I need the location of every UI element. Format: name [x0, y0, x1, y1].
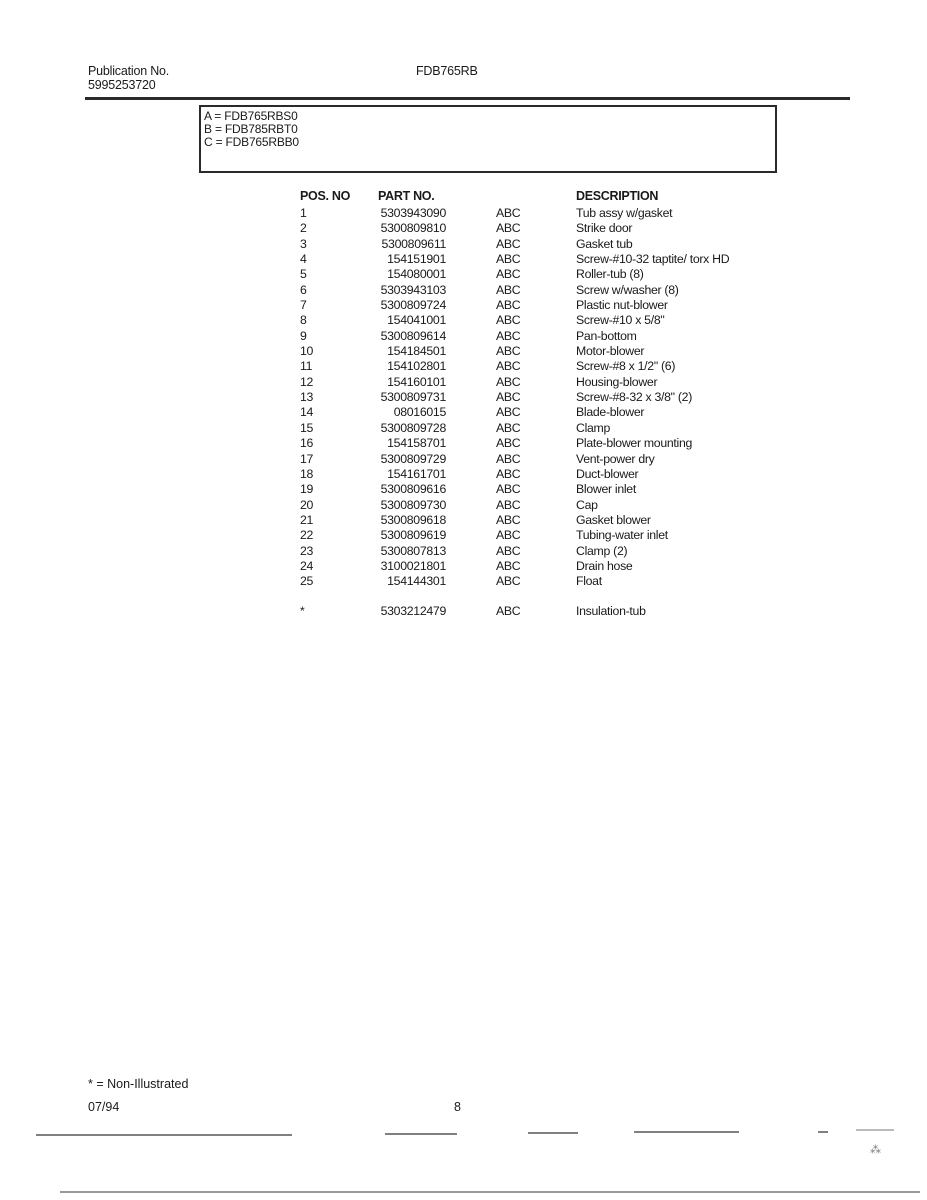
scan-artifact-line	[818, 1131, 828, 1133]
model-codes: ABC	[496, 374, 521, 389]
model-codes: ABC	[496, 236, 521, 251]
model-codes: ABC	[496, 252, 521, 267]
scan-artifact-line	[60, 1191, 920, 1193]
part-no: 5300809810	[380, 221, 446, 236]
part-no: 5303212479	[380, 603, 446, 618]
description: Clamp (2)	[576, 543, 628, 558]
part-no: 154161701	[387, 466, 446, 481]
pos-no: 17	[300, 451, 314, 466]
pos-no: 23	[300, 543, 314, 558]
pos-no: 13	[300, 390, 314, 405]
description: Screw-#8-32 x 3/8" (2)	[576, 390, 692, 405]
variant-b: B = FDB785RBT0	[204, 122, 298, 136]
footnote: * = Non-Illustrated	[88, 1077, 189, 1091]
model-codes: ABC	[496, 512, 521, 527]
description: Gasket tub	[576, 236, 633, 251]
model-codes: ABC	[496, 328, 521, 343]
pos-no: 2	[300, 221, 307, 236]
model-codes: ABC	[496, 497, 521, 512]
scan-artifact-line	[528, 1132, 578, 1134]
model-codes: ABC	[496, 313, 521, 328]
part-no: 154151901	[387, 252, 446, 267]
description: Cap	[576, 497, 598, 512]
page-number: 8	[454, 1100, 461, 1114]
scan-artifact-line	[385, 1133, 457, 1135]
description: Motor-blower	[576, 344, 645, 359]
pos-no: 15	[300, 420, 314, 435]
pos-no: 9	[300, 328, 307, 343]
model-codes: ABC	[496, 528, 521, 543]
variant-a: A = FDB765RBS0	[204, 109, 298, 123]
variant-c: C = FDB765RBB0	[204, 135, 299, 149]
part-no: 5300809731	[380, 390, 446, 405]
pos-no: 12	[300, 374, 314, 389]
part-no: 3100021801	[380, 558, 446, 573]
part-no: 154144301	[387, 574, 446, 589]
description: Pan-bottom	[576, 328, 637, 343]
model-codes: ABC	[496, 206, 521, 220]
pos-no: 19	[300, 482, 314, 497]
pos-no: 21	[300, 512, 314, 527]
description: Vent-power dry	[576, 451, 655, 466]
part-no: 08016015	[393, 405, 446, 420]
pos-no: 22	[300, 528, 314, 543]
pos-no: 18	[300, 466, 314, 481]
publication-number: 5995253720	[88, 78, 156, 92]
description: Float	[576, 574, 602, 589]
header-pos-no: POS. NO	[300, 189, 350, 203]
model-codes: ABC	[496, 221, 521, 236]
part-no: 5303943090	[380, 206, 446, 220]
pos-no: 4	[300, 252, 307, 267]
pos-no: 20	[300, 497, 314, 512]
model-codes: ABC	[496, 451, 521, 466]
model-codes: ABC	[496, 466, 521, 481]
model-codes: ABC	[496, 574, 521, 589]
description: Screw-#8 x 1/2" (6)	[576, 359, 676, 374]
header-part-no: PART NO.	[378, 189, 435, 203]
model-codes: ABC	[496, 359, 521, 374]
part-no: 5300809619	[380, 528, 446, 543]
description: Housing-blower	[576, 374, 658, 389]
model-variant-box	[199, 105, 777, 173]
pos-no: 1	[300, 206, 307, 220]
description: Tubing-water inlet	[576, 528, 668, 543]
pos-no: 10	[300, 344, 314, 359]
description: Screw-#10 x 5/8"	[576, 313, 665, 328]
part-no: 5300809614	[380, 328, 446, 343]
scan-artifact-line	[36, 1134, 292, 1136]
pos-no: *	[300, 603, 305, 618]
model-codes: ABC	[496, 558, 521, 573]
description: Strike door	[576, 221, 633, 236]
part-no: 154041001	[387, 313, 446, 328]
pos-no: 14	[300, 405, 314, 420]
part-no: 5300809611	[381, 236, 446, 251]
model-codes: ABC	[496, 482, 521, 497]
part-no: 5300809616	[380, 482, 446, 497]
part-no: 5303943103	[380, 282, 446, 297]
model-codes: ABC	[496, 603, 521, 618]
model-codes: ABC	[496, 390, 521, 405]
part-no: 5300809729	[380, 451, 446, 466]
description: Roller-tub (8)	[576, 267, 644, 282]
description: Blower inlet	[576, 482, 636, 497]
model-codes: ABC	[496, 420, 521, 435]
variant-list	[201, 107, 775, 149]
pos-no: 16	[300, 436, 314, 451]
description: Blade-blower	[576, 405, 645, 420]
description: Clamp	[576, 420, 611, 435]
pos-no: 8	[300, 313, 307, 328]
description: Screw w/washer (8)	[576, 282, 679, 297]
part-no: 154158701	[387, 436, 446, 451]
model-codes: ABC	[496, 543, 521, 558]
pos-no: 11	[300, 359, 313, 374]
publication-date: 07/94	[88, 1100, 120, 1114]
model-title: FDB765RB	[416, 64, 478, 78]
scan-artifact-line	[634, 1131, 739, 1133]
description: Screw-#10-32 taptite/ torx HD	[576, 252, 730, 267]
model-codes: ABC	[496, 344, 521, 359]
pos-no: 24	[300, 558, 314, 573]
pos-no: 5	[300, 267, 307, 282]
scan-artifact-speck: ⁂	[870, 1144, 881, 1156]
description: Gasket blower	[576, 512, 651, 527]
description: Duct-blower	[576, 466, 639, 481]
model-codes: ABC	[496, 405, 521, 420]
part-no: 5300809730	[380, 497, 446, 512]
part-no: 5300809724	[380, 298, 446, 313]
header-description: DESCRIPTION	[576, 189, 659, 203]
pos-no: 6	[300, 282, 307, 297]
pos-no: 3	[300, 236, 307, 251]
description: Plate-blower mounting	[576, 436, 693, 451]
part-no: 154184501	[387, 344, 446, 359]
pos-no: 25	[300, 574, 314, 589]
part-no: 154160101	[387, 374, 446, 389]
model-codes: ABC	[496, 436, 521, 451]
part-no: 154102801	[387, 359, 446, 374]
model-codes: ABC	[496, 282, 521, 297]
part-no: 5300809618	[380, 512, 446, 527]
pos-no: 7	[300, 298, 307, 313]
description: Insulation-tub	[576, 603, 646, 618]
description: Tub assy w/gasket	[576, 206, 673, 220]
part-no: 5300809728	[380, 420, 446, 435]
model-codes: ABC	[496, 267, 521, 282]
description: Plastic nut-blower	[576, 298, 668, 313]
description: Drain hose	[576, 558, 633, 573]
model-codes: ABC	[496, 298, 521, 313]
part-no: 5300807813	[380, 543, 446, 558]
publication-label: Publication No.	[88, 64, 170, 78]
part-no: 154080001	[387, 267, 446, 282]
scan-artifact-line	[856, 1129, 894, 1131]
header-divider	[85, 97, 850, 100]
